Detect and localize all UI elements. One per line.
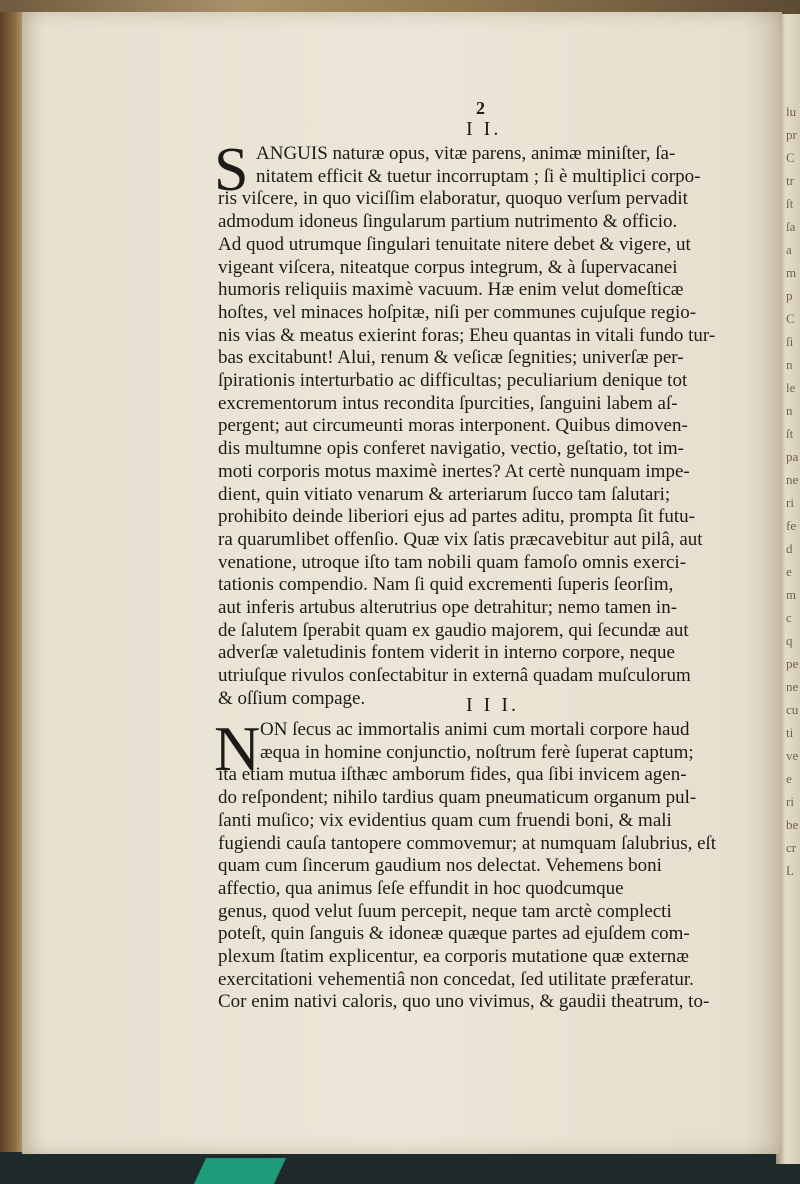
text-line: nitatem efficit & tuetur incorruptam ; ſi è multiplici corpo- (256, 165, 701, 187)
text-line: ſpirationis interturbatio ac difficultas; peculiarium denique tot (218, 370, 688, 392)
text-line: excrementorum intus recondita ſpurcities, ſanguini labem aſ- (218, 392, 678, 414)
book-spine (0, 12, 24, 1154)
dropcap-s: S (214, 136, 249, 204)
text-line: ANGUIS naturæ opus, vitæ parens, animæ miniſter, ſa- (256, 143, 676, 164)
text-line: utriuſque rivulos conſectabitur in externâ quadam muſculorum (218, 665, 691, 687)
text-line: & oſſium compage. (218, 687, 366, 709)
background-surface (0, 1152, 800, 1184)
text-line: moti corporis motus maximè inertes? At certè nunquam impe- (218, 460, 690, 482)
text-line: plexum ſtatim explicentur, ea corporis mutatione quæ externæ (218, 946, 689, 968)
page-number: 2 (476, 98, 485, 118)
text-line: æqua in homine conjunctio, noſtrum ferè ſuperat captum; (260, 741, 694, 763)
text-line: venatione, utroque iſto tam nobili quam famoſo omnis exerci- (218, 551, 687, 573)
text-line: ita etiam mutua iſthæc amborum fides, qua ſibi invicem agen- (218, 764, 687, 786)
text-line: Cor enim nativi caloris, quo uno vivimus, & gaudii theatrum, to- (218, 991, 710, 1013)
dropcap-n: N (214, 713, 261, 784)
text-line: de ſalutem ſperabit quam ex gaudio majorem, qui ſecundæ aut (218, 619, 689, 641)
text-line: ra quarumlibet offenſio. Quæ vix ſatis præcavebitur aut pilâ, aut (218, 528, 703, 550)
text-line: ON ſecus ac immortalis animi cum mortali corpore haud (260, 719, 690, 740)
text-line: ſanti muſico; vix evidentius quam cum fruendi boni, & mali (218, 809, 672, 831)
text-line: pergent; aut circumeunti moras interponent. Quibus dimoven- (218, 415, 688, 437)
text-line: dis multumne opis conferet navigatio, vectio, geſtatio, tot im- (218, 438, 684, 460)
text-line: Ad quod utrumque ſingulari tenuitate nitere debet & vigere, ut (218, 233, 691, 255)
text-line: dient, quin vitiato venarum & arteriarum ſucco tam ſalutari; (218, 483, 671, 505)
text-line: humoris reliquiis maximè vacuum. Hæ enim velut domeſticæ (218, 279, 684, 301)
section-number-iii: I I I. (466, 694, 519, 716)
section-iii-text (218, 719, 763, 1014)
text-line: genus, quod velut ſuum percepit, neque tam arctè complecti (218, 900, 672, 922)
text-line: aut inferis artubus alterutrius ope detrahitur; nemo tamen in- (218, 597, 678, 619)
text-line: do reſpondent; nihilo tardius quam pneumaticum organum pul- (218, 787, 697, 809)
text-line: adverſæ valetudinis fontem viderit in interno corpore, neque (218, 642, 675, 664)
text-line: bas excitabunt! Alui, renum & veſicæ ſegnities; univerſæ per- (218, 347, 684, 369)
text-line: tationis compendio. Nam ſi quid excrementi ſuperis ſeorſim, (218, 574, 674, 596)
text-line: prohibito deinde liberiori ejus ad partes aditu, prompta ſit futu- (218, 506, 695, 528)
text-line: vigeant viſcera, niteatque corpus integrum, & à ſupervacanei (218, 256, 678, 278)
text-line: ris viſcere, in quo viciſſim elaboratur, quoquo verſum pervadit (218, 188, 688, 210)
text-line: exercitationi vehementiâ non concedat, ſed utilitate præferatur. (218, 968, 694, 990)
text-line: fugiendi cauſa tantopere commovemur; at numquam ſalubrius, eſt (218, 832, 717, 854)
green-marker (194, 1158, 286, 1184)
text-line: quam cum ſincerum gaudium nos delectat. Vehemens boni (218, 855, 662, 877)
text-line: affectio, qua animus ſeſe effundit in hoc quodcumque (218, 877, 624, 899)
text-line: poteſt, quin ſanguis & idoneæ quæque partes ad ejuſdem com- (218, 923, 690, 945)
section-number-ii: I I. (466, 118, 502, 140)
facing-page-text: lu pr C tr ſt ſa a m p C ſi n le n ſt pa ne ri fe d e m c q pe ne cu ti ve e ri be cr L (786, 104, 799, 878)
section-ii-text (218, 143, 763, 711)
text-line: nis vias & meatus exierint foras; Eheu quantas in vitali fundo tur- (218, 324, 716, 346)
text-line: admodum idoneus ſingularum partium nutrimento & officio. (218, 211, 678, 233)
text-line: hoſtes, vel minaces hoſpitæ, niſi per communes cujuſque regio- (218, 301, 697, 323)
